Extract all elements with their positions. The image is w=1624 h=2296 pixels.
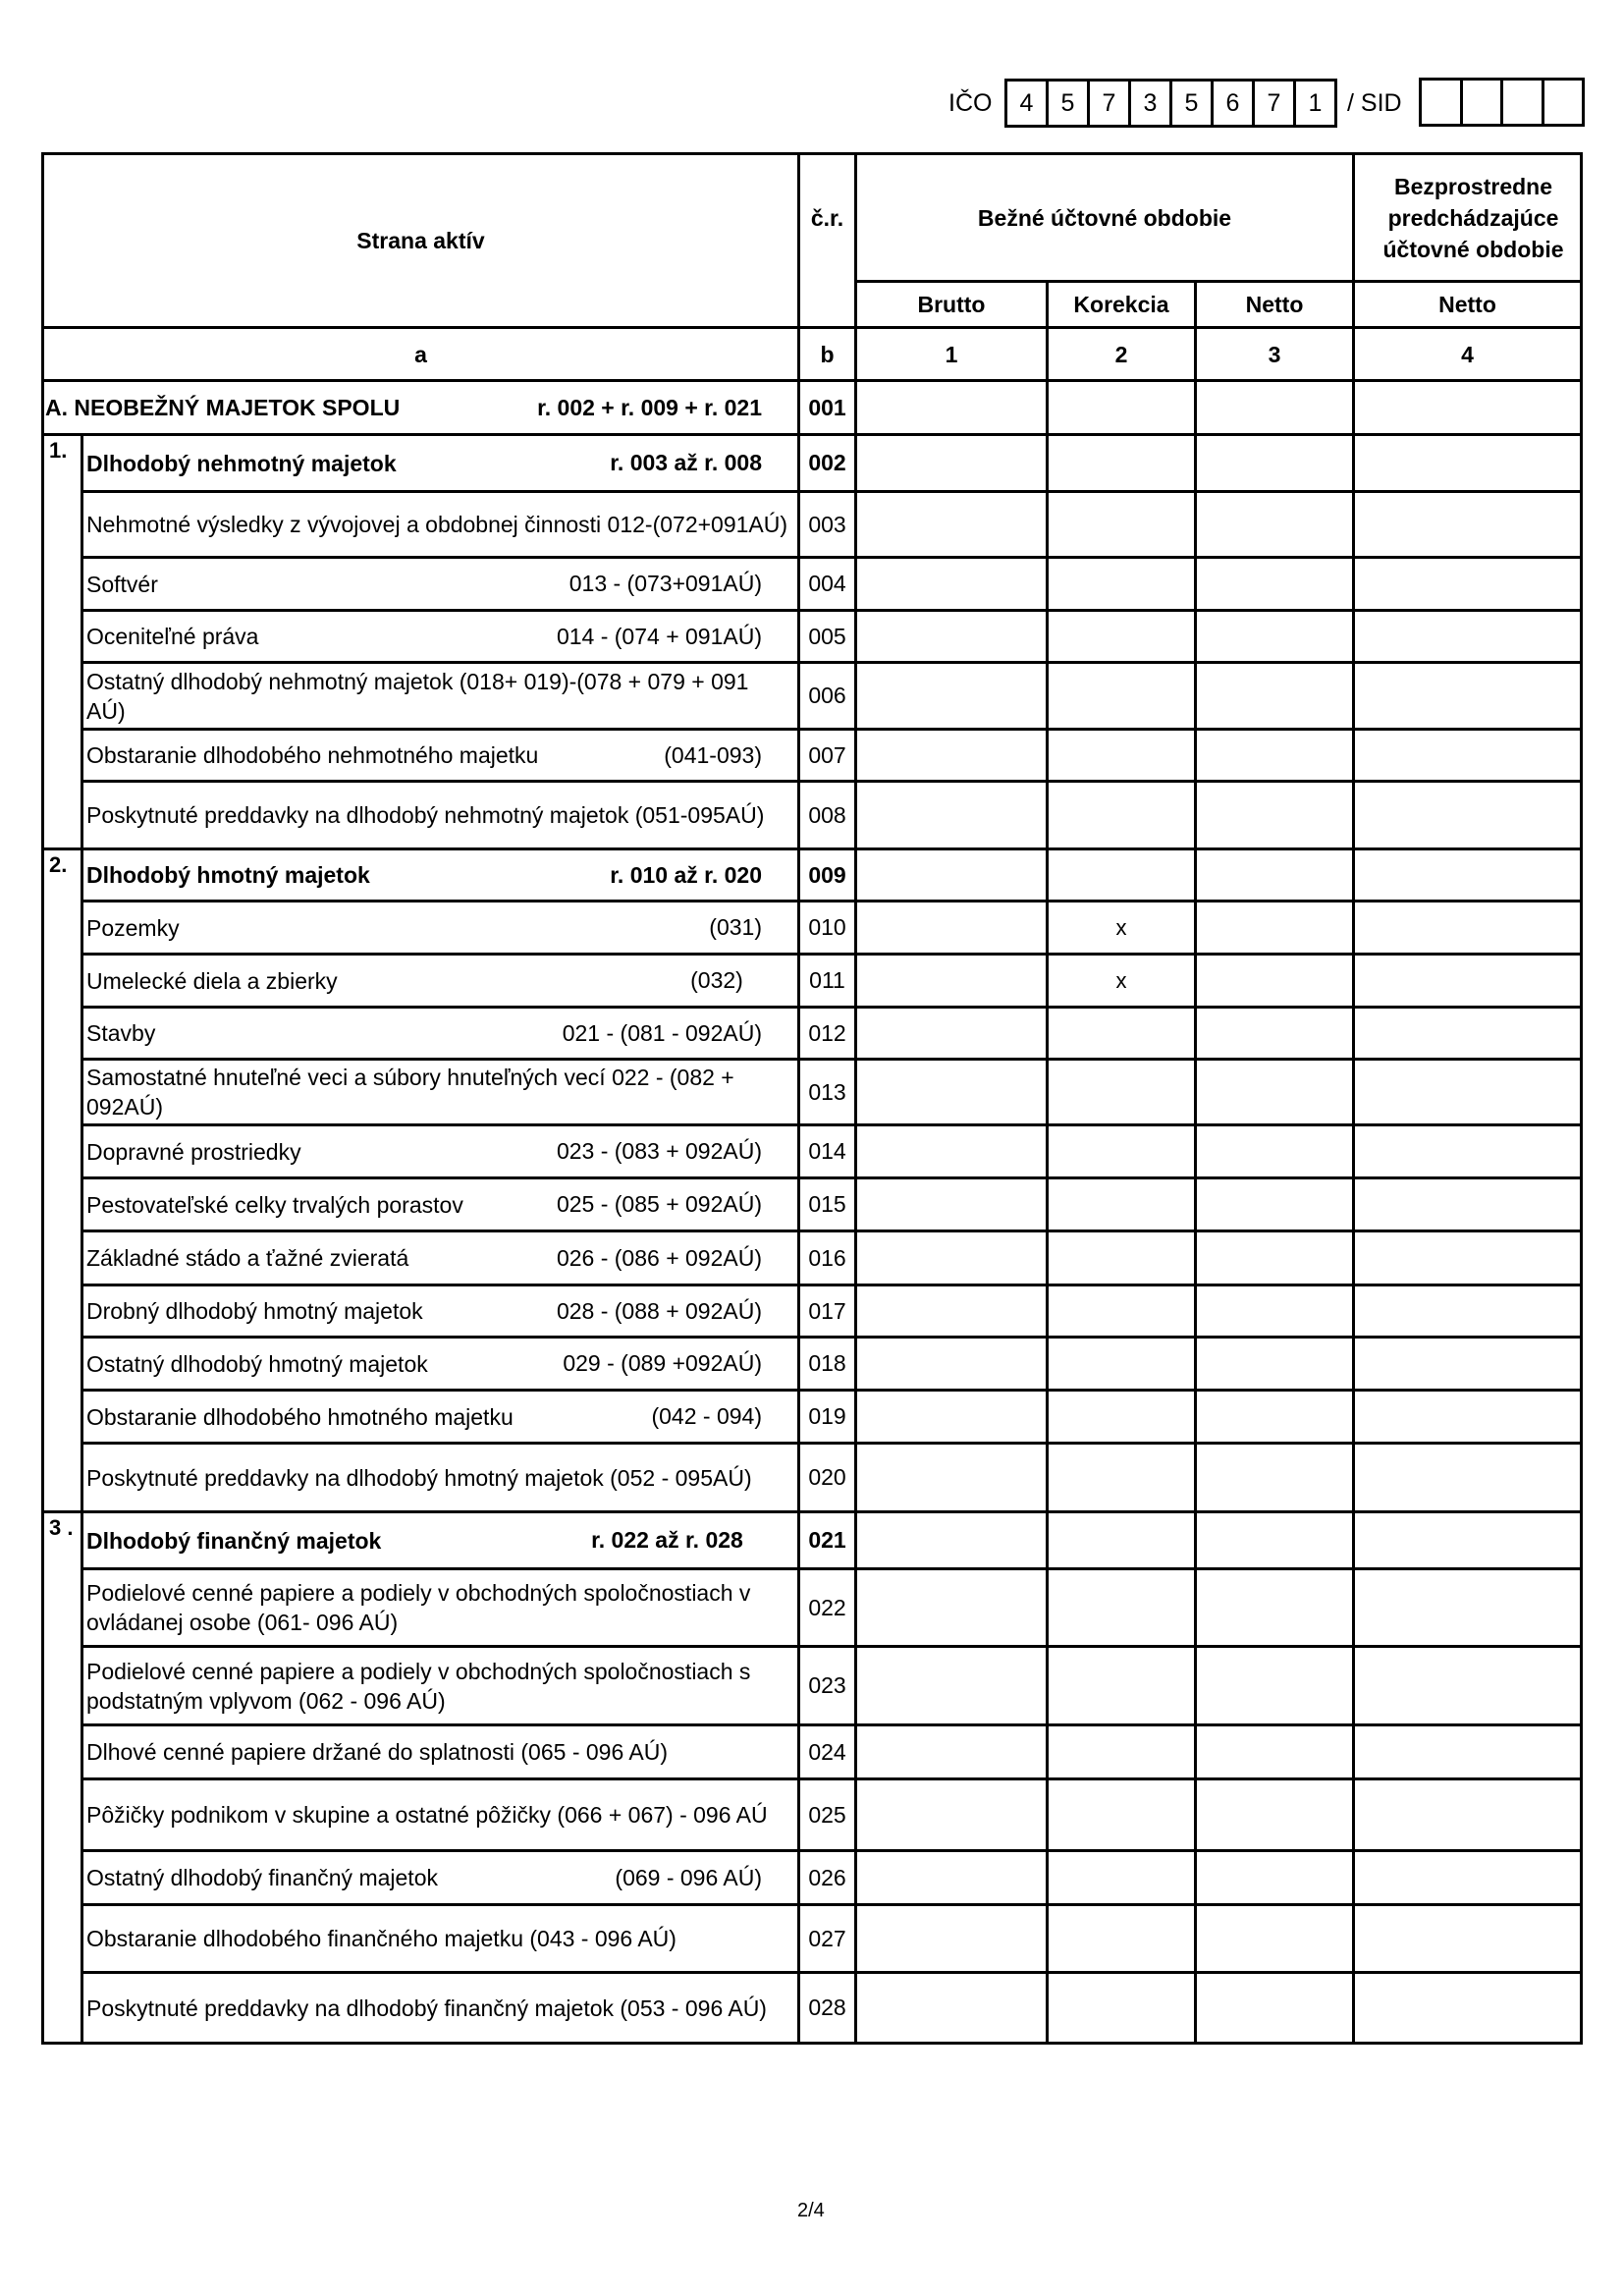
table-left-border [41,152,44,2045]
header-brutto: Brutto [917,292,986,317]
row-label: Poskytnuté preddavky na dlhodobý finančný majetok (053 - 096 AÚ) [86,1995,767,2021]
korekcia-cell[interactable] [1049,559,1194,609]
korekcia-cell[interactable] [1049,1339,1194,1389]
netto-previous-cell[interactable] [1355,1009,1580,1058]
korekcia-cell[interactable] [1049,1780,1194,1849]
ico-digit-box[interactable]: 5 [1046,79,1090,128]
korekcia-cell[interactable] [1049,1445,1194,1510]
netto-previous-cell[interactable] [1355,1445,1580,1510]
ico-label: IČO [948,89,993,117]
netto-previous-cell[interactable] [1355,612,1580,661]
korekcia-cell[interactable] [1049,1061,1194,1123]
row-label: Podielové cenné papiere a podiely v obchodných spoločnostiach s podstatným vplyvom (062 - 096 AÚ) [86,1658,751,1714]
row-number: 024 [808,1738,846,1765]
header-predchadzajuce-obdobie: Bezprostredne predchádzajúce účtovné obdobie [1382,173,1564,262]
korekcia-cell[interactable] [1049,1392,1194,1442]
sid-digit-box[interactable] [1500,78,1544,127]
netto-cell[interactable] [1197,1513,1352,1567]
brutto-cell[interactable] [857,382,1046,433]
netto-previous-cell[interactable] [1355,731,1580,780]
not-applicable-mark: x [1115,967,1127,993]
netto-cell[interactable] [1197,783,1352,847]
netto-previous-cell[interactable] [1355,1852,1580,1903]
korekcia-cell[interactable] [1049,1648,1194,1723]
row-number: 020 [808,1464,846,1490]
netto-cell[interactable] [1197,1445,1352,1510]
row-label: Oceniteľné práva [86,624,259,649]
netto-previous-cell[interactable] [1355,436,1580,490]
row-formula: r. 003 až r. 008 [610,450,762,475]
row-label: Dlhové cenné papiere držané do splatnosti (065 - 096 AÚ) [86,1739,668,1765]
section-number-3: 3 . [49,1515,74,1540]
row-number: 027 [808,1925,846,1951]
col-index-a: a [414,341,427,367]
col-index-b: b [820,341,835,367]
sid-digit-box[interactable] [1460,78,1504,127]
row-label: Umelecké diela a zbierky [86,967,338,994]
netto-previous-cell[interactable] [1355,1648,1580,1723]
netto-previous-cell[interactable] [1355,1513,1580,1567]
header-netto-previous: Netto [1438,292,1496,317]
netto-previous-cell[interactable] [1355,956,1580,1006]
netto-previous-cell[interactable] [1355,1974,1580,2042]
netto-previous-cell[interactable] [1355,1780,1580,1849]
row-label: A. NEOBEŽNÝ MAJETOK SPOLU [45,395,401,420]
row-formula: 013 - (073+091AÚ) [568,571,762,596]
header-strana-aktiv: Strana aktív [356,228,485,253]
row-number: 028 [808,1995,846,2020]
row-formula: (069 - 096 AÚ) [615,1864,762,1890]
row-label: Obstaranie dlhodobého nehmotného majetku [86,742,539,768]
korekcia-cell[interactable] [1049,783,1194,847]
brutto-cell[interactable] [857,1726,1046,1777]
korekcia-cell[interactable] [1049,1009,1194,1058]
section-number-2: 2. [49,852,68,877]
netto-previous-cell[interactable] [1355,559,1580,609]
korekcia-cell[interactable] [1049,382,1194,433]
brutto-cell[interactable] [857,731,1046,780]
row-label: Softvér [86,571,158,597]
row-label: Podielové cenné papiere a podiely v obchodných spoločnostiach v ovládanej osobe (061- 096 AÚ) [86,1580,751,1635]
header-cr: č.r. [810,204,844,231]
row-number: 012 [808,1019,846,1046]
row-label: Stavby [86,1020,156,1046]
netto-cell[interactable] [1197,1126,1352,1176]
korekcia-cell[interactable] [1049,1513,1194,1567]
netto-cell[interactable] [1197,1906,1352,1971]
row-formula: 026 - (086 + 092AÚ) [556,1244,762,1271]
row-number: 017 [808,1297,846,1324]
netto-previous-cell[interactable] [1355,1232,1580,1284]
ico-digit-box[interactable]: 6 [1211,79,1255,128]
brutto-cell[interactable] [857,1852,1046,1903]
ico-digit-box[interactable]: 7 [1252,79,1296,128]
row-formula: 023 - (083 + 092AÚ) [556,1138,762,1164]
netto-cell[interactable] [1197,1974,1352,2042]
row-label: Pôžičky podnikom v skupine a ostatné pôžičky (066 + 067) - 096 AÚ [86,1802,768,1828]
row-formula: 025 - (085 + 092AÚ) [556,1191,762,1217]
netto-previous-cell[interactable] [1355,783,1580,847]
row-label: Dlhodobý hmotný majetok [86,862,370,888]
netto-previous-cell[interactable] [1355,850,1580,900]
brutto-cell[interactable] [857,493,1046,556]
row-number: 023 [808,1672,846,1698]
row-label: Ostatný dlhodobý nehmotný majetok (018+ 019)-(078 + 079 + 091 AÚ) [86,668,749,724]
row-label: Poskytnuté preddavky na dlhodobý hmotný majetok (052 - 095AÚ) [86,1464,752,1491]
row-label: Obstaranie dlhodobého finančného majetku (043 - 096 AÚ) [86,1926,677,1951]
brutto-cell[interactable] [857,1570,1046,1645]
row-number: 005 [808,623,846,649]
netto-previous-cell[interactable] [1355,1179,1580,1230]
row-number: 016 [808,1244,846,1271]
row-number: 010 [808,914,846,940]
ico-digit-box[interactable]: 1 [1293,79,1337,128]
row-number: 018 [808,1350,846,1376]
brutto-cell[interactable] [857,1780,1046,1849]
row-number: 011 [809,967,845,993]
korekcia-cell[interactable] [1049,850,1194,900]
netto-previous-cell[interactable] [1355,1392,1580,1442]
netto-cell[interactable] [1197,1852,1352,1903]
netto-previous-cell[interactable] [1355,1286,1580,1336]
row-number: 021 [808,1527,846,1553]
netto-cell[interactable] [1197,1179,1352,1230]
netto-cell[interactable] [1197,1232,1352,1284]
row-number: 009 [808,861,846,888]
korekcia-cell[interactable] [1049,1126,1194,1176]
row-number: 008 [808,801,846,828]
row-number: 026 [808,1864,846,1890]
netto-previous-cell[interactable] [1355,902,1580,953]
korekcia-cell[interactable] [1049,956,1194,1006]
brutto-cell[interactable] [857,559,1046,609]
brutto-cell[interactable] [857,1179,1046,1230]
brutto-cell[interactable] [857,850,1046,900]
row-number: 014 [808,1138,846,1164]
netto-previous-cell[interactable] [1355,382,1580,433]
ico-digit-box[interactable]: 4 [1004,79,1049,128]
brutto-cell[interactable] [857,1339,1046,1389]
row-formula: (031) [709,914,762,940]
korekcia-cell[interactable] [1049,731,1194,780]
header-korekcia: Korekcia [1073,292,1169,317]
row-label: Ostatný dlhodobý hmotný majetok [86,1350,428,1377]
row-label: Ostatný dlhodobý finančný majetok [86,1865,438,1890]
row-label: Poskytnuté preddavky na dlhodobý nehmotný majetok (051-095AÚ) [86,802,765,828]
row-label: Pestovateľské celky trvalých porastov [86,1191,463,1218]
korekcia-cell[interactable] [1049,1570,1194,1645]
korekcia-cell[interactable] [1049,1232,1194,1284]
col-index-4: 4 [1461,341,1474,367]
netto-cell[interactable] [1197,1009,1352,1058]
netto-cell[interactable] [1197,850,1352,900]
row-number: 025 [808,1801,846,1828]
page-number: 2/4 [797,2200,825,2221]
row-label: Dopravné prostriedky [86,1138,301,1165]
brutto-cell[interactable] [857,956,1046,1006]
brutto-cell[interactable] [857,1009,1046,1058]
korekcia-cell[interactable] [1049,612,1194,661]
row-label: Dlhodobý nehmotný majetok [86,450,397,476]
row-formula: 021 - (081 - 092AÚ) [562,1019,762,1046]
netto-cell[interactable] [1197,493,1352,556]
netto-cell[interactable] [1197,1286,1352,1336]
netto-cell[interactable] [1197,1780,1352,1849]
netto-cell[interactable] [1197,1648,1352,1723]
brutto-cell[interactable] [857,1974,1046,2042]
netto-previous-cell[interactable] [1355,1906,1580,1971]
row-number: 013 [808,1078,846,1105]
korekcia-cell[interactable] [1049,902,1194,953]
netto-cell[interactable] [1197,902,1352,953]
row-number: 022 [808,1594,846,1620]
row-number: 003 [808,511,846,537]
brutto-cell[interactable] [857,1061,1046,1123]
brutto-cell[interactable] [857,664,1046,728]
netto-cell[interactable] [1197,1061,1352,1123]
brutto-cell[interactable] [857,783,1046,847]
netto-cell[interactable] [1197,956,1352,1006]
brutto-cell[interactable] [857,1232,1046,1284]
row-label: Drobný dlhodobý hmotný majetok [86,1298,423,1324]
korekcia-cell[interactable] [1049,1852,1194,1903]
brutto-cell[interactable] [857,1445,1046,1510]
netto-cell[interactable] [1197,1392,1352,1442]
row-number: 004 [808,571,846,596]
ico-digit-box[interactable]: 7 [1087,79,1131,128]
row-formula: (041-093) [664,741,762,768]
netto-cell[interactable] [1197,664,1352,728]
korekcia-cell[interactable] [1049,1726,1194,1777]
netto-cell[interactable] [1197,382,1352,433]
row-formula: 014 - (074 + 091AÚ) [556,623,762,649]
brutto-cell[interactable] [857,1286,1046,1336]
row-formula: 028 - (088 + 092AÚ) [556,1297,762,1324]
section-number-1: 1. [49,438,68,463]
row-formula: (042 - 094) [651,1403,762,1429]
netto-previous-cell[interactable] [1355,664,1580,728]
row-number: 019 [808,1403,846,1429]
header-bezne-obdobie: Bežné účtovné obdobie [977,204,1232,231]
netto-cell[interactable] [1197,731,1352,780]
row-number: 007 [808,741,846,768]
korekcia-cell[interactable] [1049,1179,1194,1230]
netto-previous-cell[interactable] [1355,1570,1580,1645]
col-index-3: 3 [1268,341,1281,367]
ico-digit-box[interactable]: 5 [1169,79,1214,128]
not-applicable-mark: x [1115,914,1127,940]
row-formula: (032) [690,967,762,993]
netto-cell[interactable] [1197,1570,1352,1645]
brutto-cell[interactable] [857,612,1046,661]
korekcia-cell[interactable] [1049,1906,1194,1971]
sid-label: / SID [1347,89,1402,117]
row-label: Nehmotné výsledky z vývojovej a obdobnej činnosti 012-(072+091AÚ) [86,512,788,537]
netto-cell[interactable] [1197,612,1352,661]
row-number: 006 [808,683,846,708]
row-formula: r. 022 až r. 028 [591,1527,762,1553]
korekcia-cell[interactable] [1049,1286,1194,1336]
row-label: Základné stádo a ťažné zvieratá [86,1245,409,1271]
korekcia-cell[interactable] [1049,664,1194,728]
row-formula: 029 - (089 +092AÚ) [563,1350,762,1376]
korekcia-cell[interactable] [1049,493,1194,556]
netto-cell[interactable] [1197,559,1352,609]
ico-digit-box[interactable]: 3 [1128,79,1172,128]
brutto-cell[interactable] [857,1513,1046,1567]
korekcia-cell[interactable] [1049,436,1194,490]
brutto-cell[interactable] [857,1392,1046,1442]
row-number: 001 [808,394,846,420]
brutto-cell[interactable] [857,902,1046,953]
netto-previous-cell[interactable] [1355,1061,1580,1123]
korekcia-cell[interactable] [1049,1974,1194,2042]
row-label: Samostatné hnuteľné veci a súbory hnuteľných vecí 022 - (082 + 092AÚ) [86,1065,734,1120]
row-label: Dlhodobý finančný majetok [86,1527,382,1554]
row-formula: r. 002 + r. 009 + r. 021 [537,394,762,420]
col-index-2: 2 [1114,341,1128,367]
col-index-1: 1 [945,341,958,367]
brutto-cell[interactable] [857,1906,1046,1971]
row-formula: r. 010 až r. 020 [610,861,762,888]
brutto-cell[interactable] [857,1648,1046,1723]
sid-digit-box[interactable] [1542,78,1586,127]
section-column-divider [81,433,83,2045]
netto-previous-cell[interactable] [1355,1726,1580,1777]
brutto-cell[interactable] [857,436,1046,490]
netto-cell[interactable] [1197,1339,1352,1389]
netto-previous-cell[interactable] [1355,1339,1580,1389]
header-netto: Netto [1245,292,1304,317]
netto-previous-cell[interactable] [1355,493,1580,556]
table-right-border [1580,152,1583,2045]
row-number: 002 [808,450,846,475]
sid-digit-box[interactable] [1419,78,1463,127]
row-number: 015 [808,1191,846,1217]
netto-cell[interactable] [1197,436,1352,490]
row-label: Pozemky [86,914,180,941]
row-label: Obstaranie dlhodobého hmotného majetku [86,1403,514,1430]
netto-cell[interactable] [1197,1726,1352,1777]
netto-previous-cell[interactable] [1355,1126,1580,1176]
brutto-cell[interactable] [857,1126,1046,1176]
